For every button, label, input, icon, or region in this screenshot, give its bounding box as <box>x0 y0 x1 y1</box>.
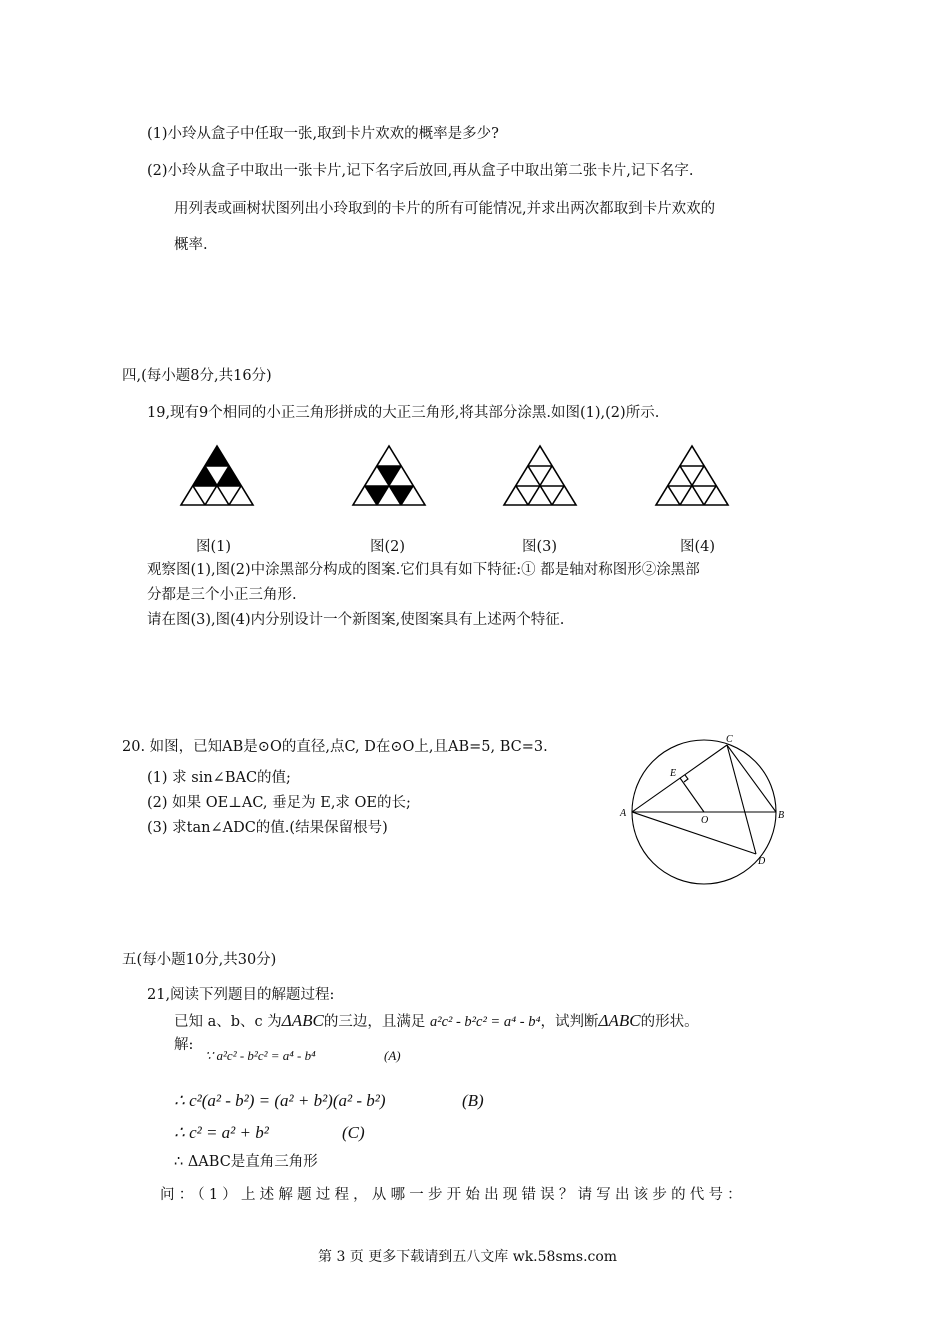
q20-item-3: (3) 求tan∠ADC的值.(结果保留根号) <box>147 820 388 836</box>
circle-geometry-figure <box>610 728 800 888</box>
q21-given-prefix: 已知 a、b、c 为 <box>174 1014 282 1030</box>
q21-step-b-tag: (B) <box>462 1091 484 1110</box>
q21-given-suffix: ，试判断 <box>540 1014 599 1030</box>
caption-fig2: 图(2) <box>370 539 406 555</box>
label-d: D <box>758 856 766 867</box>
caption-fig4: 图(4) <box>680 539 716 555</box>
q18-part1: (1)小玲从盒子中任取一张,取到卡片欢欢的概率是多少? <box>147 126 499 142</box>
q18-part2-line2: 用列表或画树状图列出小玲取到的卡片的所有可能情况,并求出两次都取到卡片欢欢的 <box>174 201 716 217</box>
q21-solution-label: 解: <box>174 1037 194 1053</box>
fig2-black-top <box>377 466 401 486</box>
label-b: B <box>778 810 785 821</box>
fig1-black-right <box>217 466 241 486</box>
q18-part2-line1: (2)小玲从盒子中取出一张卡片,记下名字后放回,再从盒子中取出第二张卡片,记下名字. <box>147 163 694 179</box>
q21-given-mid: 的三边，且满足 <box>323 1014 426 1030</box>
chord-cd <box>727 745 756 854</box>
section5-heading: 五(每小题10分,共30分) <box>122 952 277 968</box>
chord-bc <box>727 745 776 812</box>
q20-stem: 20. 如图，已知AB是⊙O的直径,点C, D在⊙O上,且AB=5, BC=3. <box>122 739 548 755</box>
caption-fig3: 图(3) <box>522 539 558 555</box>
label-c: C <box>726 734 733 745</box>
triangle-figure-2 <box>352 442 426 506</box>
q21-step-a: ∵ a²c² - b²c² = a⁴ - b⁴ <box>205 1048 316 1063</box>
triangle-figure-3 <box>503 442 577 506</box>
q21-step-b: ∴ c²(a² - b²) = (a² + b²)(a² - b²) <box>174 1091 386 1110</box>
q19-observation-line2: 分都是三个小正三角形. <box>147 587 297 603</box>
segment-oe <box>680 778 704 812</box>
q21-given-equation: a²c² - b²c² = a⁴ - b⁴ <box>429 1014 541 1030</box>
q21-given-end: 的形状。 <box>640 1014 699 1030</box>
q21-given-triangle: ΔABC <box>281 1011 324 1030</box>
triangle-figure-4 <box>655 442 729 506</box>
q19-task: 请在图(3),图(4)内分别设计一个新图案,使图案具有上述两个特征. <box>147 612 565 628</box>
chord-ad <box>632 812 756 854</box>
q19-stem: 19,现有9个相同的小正三角形拼成的大正三角形,将其部分涂黑.如图(1),(2)所示. <box>147 405 660 421</box>
q19-observation-line1: 观察图(1),图(2)中涂黑部分构成的图案.它们具有如下特征:① 都是轴对称图形②涂黑部 <box>147 562 700 578</box>
q21-step-c: ∴ c² = a² + b² <box>174 1123 269 1142</box>
q20-item-1: (1) 求 sin∠BAC的值; <box>147 770 291 786</box>
label-a: A <box>620 808 627 819</box>
fig1-black-left <box>193 466 217 486</box>
q18-part2-line3: 概率. <box>174 237 208 253</box>
q21-conclusion: ∴ ΔABC是直角三角形 <box>174 1154 318 1170</box>
right-angle-mark <box>684 775 688 782</box>
q20-item-2: (2) 如果 OE⊥AC, 垂足为 E,求 OE的长; <box>147 795 411 811</box>
q21-given-triangle-2: ΔABC <box>598 1011 641 1030</box>
q21-step-a-tag: (A) <box>384 1048 401 1063</box>
fig2-black-right <box>389 486 413 505</box>
fig1-black-top <box>205 446 229 466</box>
q21-stem: 21,阅读下列题目的解题过程: <box>147 987 335 1003</box>
chord-ac <box>632 745 727 812</box>
q21-step-c-tag: (C) <box>342 1123 365 1142</box>
fig2-black-left <box>365 486 389 505</box>
caption-fig1: 图(1) <box>196 539 232 555</box>
triangle-figure-1 <box>180 442 254 506</box>
label-o: O <box>701 815 709 826</box>
q21-given <box>174 1011 699 1032</box>
section4-heading: 四,(每小题8分,共16分) <box>122 368 272 384</box>
q21-question: 问：（1）上述解题过程，从哪一步开始出现错误？请写出该步的代号： <box>160 1187 746 1203</box>
page-footer: 第 3 页 更多下载请到五八文库 wk.58sms.com <box>318 1249 618 1265</box>
label-e: E <box>670 768 677 779</box>
